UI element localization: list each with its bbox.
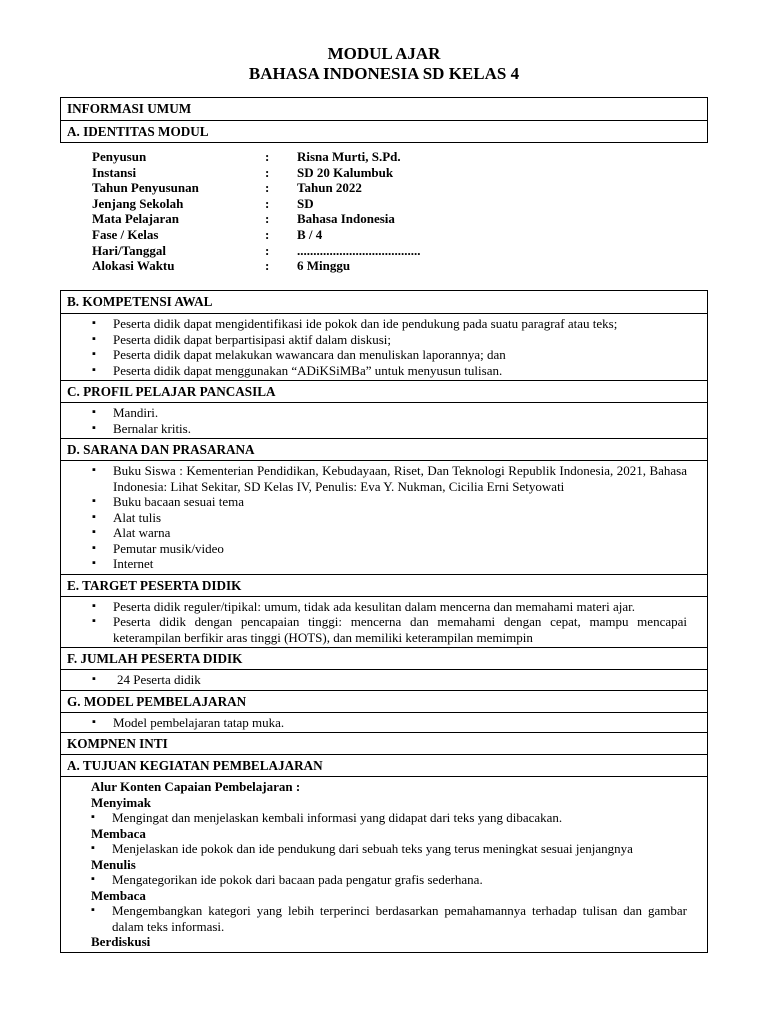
section-header-komponen-inti: KOMPNEN INTI	[61, 732, 707, 754]
identitas-row	[92, 196, 512, 212]
list-item: ▪ 24 Peserta didik	[61, 672, 687, 688]
section-header-sarana: D. SARANA DAN PRASARANA	[61, 438, 707, 460]
list-item: ▪ Peserta didik dapat melakukan wawancara dan menuliskan laporannya; dan	[61, 347, 687, 363]
alur-heading: Alur Konten Capaian Pembelajaran :	[91, 779, 301, 794]
section-header-jumlah-peserta: F. JUMLAH PESERTA DIDIK	[61, 647, 707, 669]
document-subtitle: BAHASA INDONESIA SD KELAS 4	[248, 64, 520, 83]
list-item: ▪ Bernalar kritis.	[61, 421, 687, 437]
list-item: ▪ Peserta didik dapat menggunakan “ADiKSiMBa” untuk menyusun tulisan.	[61, 363, 687, 379]
jumlah-list	[61, 669, 707, 690]
identitas-key: Penyusun	[92, 149, 147, 164]
model-list	[61, 712, 707, 733]
identitas-row	[92, 258, 512, 274]
main-table	[60, 290, 708, 953]
subheading: Berdiskusi	[91, 934, 151, 949]
document-title: MODUL AJAR	[327, 44, 441, 63]
sarana-list	[61, 460, 707, 574]
identitas-value: B / 4	[297, 226, 323, 242]
identitas-value: ......................................	[297, 242, 421, 258]
identitas-row	[92, 211, 512, 227]
identitas-value: SD	[297, 195, 314, 211]
identitas-row	[92, 243, 512, 259]
list-item: ▪ Alat warna	[61, 525, 687, 541]
identitas-key: Jenjang Sekolah	[92, 195, 184, 211]
list-item: ▪ Mengingat dan menjelaskan kembali informasi yang didapat dari teks yang dibacakan.	[91, 810, 687, 826]
subheading: Membaca	[91, 825, 146, 841]
info-umum-box	[60, 97, 708, 143]
kompetensi-list	[61, 313, 707, 380]
colon: :	[265, 149, 270, 164]
colon: :	[265, 180, 270, 196]
section-header-tujuan-kegiatan: A. TUJUAN KEGIATAN PEMBELAJARAN	[61, 754, 707, 776]
identitas-row	[92, 180, 512, 196]
identitas-key: Alokasi Waktu	[92, 258, 175, 274]
list-item: ▪ Peserta didik reguler/tipikal: umum, tidak ada kesulitan dalam mencerna dan memahami materi ajar.	[61, 599, 687, 615]
identitas-key: Fase / Kelas	[92, 226, 159, 242]
identitas-list	[92, 149, 512, 274]
list-item: ▪ Menjelaskan ide pokok dan ide pendukung dari sebuah teks yang terus meningkat sesuai jenjangnya	[91, 841, 687, 857]
list-item: ▪ Peserta didik dengan pencapaian tinggi: mencerna dan memahami dengan cepat, mampu mencapai keterampilan berfikir aras tinggi (HOTS), dan memiliki keterampilan memimpin	[61, 614, 687, 645]
list-item: ▪ Pemutar musik/video	[61, 541, 687, 557]
list-item: ▪ Alat tulis	[61, 510, 687, 526]
identitas-key: Instansi	[92, 164, 137, 180]
list-item: ▪ Peserta didik dapat berpartisipasi aktif dalam diskusi;	[61, 332, 687, 348]
identitas-row	[92, 149, 512, 165]
section-header-model-pembelajaran: G. MODEL PEMBELAJARAN	[61, 690, 707, 712]
identitas-row	[92, 165, 512, 181]
list-item: ▪ Mengategorikan ide pokok dari bacaan pada pengatur grafis sederhana.	[91, 872, 687, 888]
target-list	[61, 596, 707, 648]
subheading: Membaca	[91, 887, 146, 903]
section-header-profil-pelajar: C. PROFIL PELAJAR PANCASILA	[61, 380, 707, 402]
subheading: Menyimak	[91, 794, 151, 810]
list-item: ▪ Model pembelajaran tatap muka.	[61, 715, 687, 731]
section-header-kompetensi-awal: B. KOMPETENSI AWAL	[67, 294, 213, 309]
identitas-value: Tahun 2022	[297, 180, 362, 196]
list-item: ▪ Internet	[61, 556, 687, 572]
identitas-value: SD 20 Kalumbuk	[297, 164, 394, 180]
section-header-identitas-modul: A. IDENTITAS MODUL	[61, 120, 707, 142]
identitas-key: Hari/Tanggal	[92, 242, 166, 258]
colon: :	[265, 258, 270, 274]
identitas-key: Tahun Penyusunan	[92, 180, 199, 196]
list-item: ▪ Peserta didik dapat mengidentifikasi ide pokok dan ide pendukung pada suatu paragraf atau teks;	[61, 316, 687, 332]
colon: :	[265, 164, 270, 180]
list-item: ▪ Mengembangkan kategori yang lebih terperinci berdasarkan pemahamannya terhadap tulisan dan gambar dalam teks informasi.	[91, 903, 687, 934]
identitas-key: Mata Pelajaran	[92, 211, 180, 227]
colon: :	[265, 211, 270, 227]
colon: :	[265, 195, 270, 211]
list-item: ▪ Mandiri.	[61, 405, 687, 421]
section-header-informasi-umum: INFORMASI UMUM	[67, 101, 192, 116]
colon: :	[265, 242, 270, 258]
identitas-value: 6 Minggu	[297, 258, 351, 274]
identitas-row	[92, 227, 512, 243]
subheading: Menulis	[91, 856, 136, 872]
section-header-target-peserta: E. TARGET PESERTA DIDIK	[61, 574, 707, 596]
identitas-value: Risna Murti, S.Pd.	[297, 149, 401, 164]
list-item: ▪ Buku Siswa : Kementerian Pendidikan, Kebudayaan, Riset, Dan Teknologi Republik Indonesia, 2021, Bahasa Indonesia: Lihat Sekitar, SD Kelas IV, Penulis: Eva Y. Nukman, Cicilia Erni Setyowati	[61, 463, 687, 494]
tujuan-content	[61, 776, 707, 952]
profil-list	[61, 402, 707, 438]
colon: :	[265, 226, 270, 242]
list-item: ▪ Buku bacaan sesuai tema	[61, 494, 687, 510]
identitas-value: Bahasa Indonesia	[297, 211, 395, 227]
